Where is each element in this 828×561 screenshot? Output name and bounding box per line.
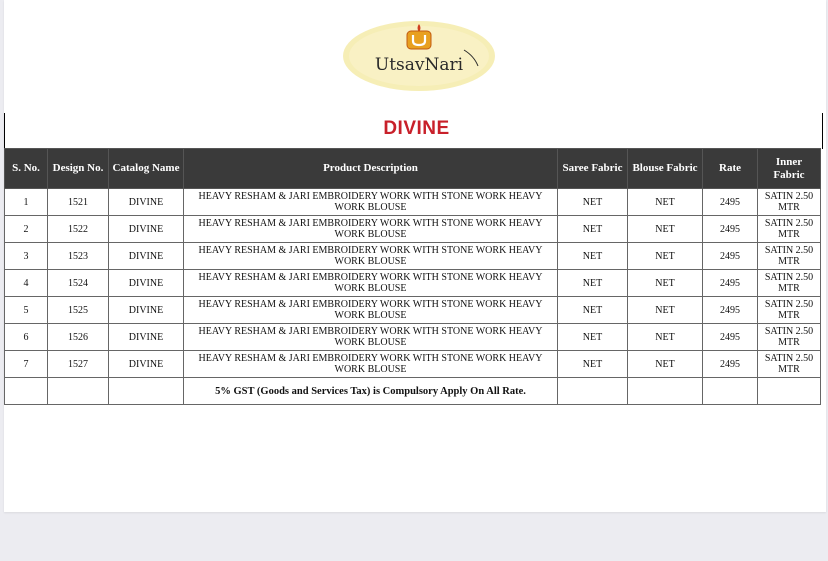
- cell-product-description: HEAVY RESHAM & JARI EMBROIDERY WORK WITH STONE WORK HEAVY WORK BLOUSE: [184, 243, 558, 270]
- cell-saree-fabric: NET: [558, 243, 628, 270]
- cell-saree-fabric: NET: [558, 324, 628, 351]
- cell-catalog-name: DIVINE: [109, 324, 184, 351]
- cell-design-no: 1525: [48, 297, 109, 324]
- cell-rate: 2495: [703, 351, 758, 378]
- cell-blouse-fabric: NET: [628, 297, 703, 324]
- cell-inner-fabric: SATIN 2.50 MTR: [758, 243, 821, 270]
- cell-blouse-fabric: NET: [628, 189, 703, 216]
- table-header-row: [5, 149, 821, 189]
- catalog-title: DIVINE: [383, 118, 450, 139]
- table-row: [5, 243, 821, 270]
- cell-catalog-name: DIVINE: [109, 189, 184, 216]
- cell-rate: 2495: [703, 216, 758, 243]
- cell-catalog-name: DIVINE: [109, 270, 184, 297]
- cell-sno: 6: [5, 324, 48, 351]
- cell-blouse-fabric: NET: [628, 324, 703, 351]
- cell-rate: 2495: [703, 270, 758, 297]
- cell-catalog-name: DIVINE: [109, 216, 184, 243]
- cell-blouse-fabric: NET: [628, 216, 703, 243]
- cell-product-description: HEAVY RESHAM & JARI EMBROIDERY WORK WITH STONE WORK HEAVY WORK BLOUSE: [184, 216, 558, 243]
- cell-rate: 2495: [703, 324, 758, 351]
- cell-design-no: 1524: [48, 270, 109, 297]
- header-rate: Rate: [703, 149, 758, 189]
- cell-rate: 2495: [703, 297, 758, 324]
- cell-sno: 3: [5, 243, 48, 270]
- cell-sno: 7: [5, 351, 48, 378]
- product-table: [4, 148, 821, 405]
- cell-catalog-name: DIVINE: [109, 351, 184, 378]
- cell-saree-fabric: NET: [558, 216, 628, 243]
- cell-blouse-fabric: NET: [628, 351, 703, 378]
- cell-sno: 2: [5, 216, 48, 243]
- cell-catalog-name: DIVINE: [109, 297, 184, 324]
- cell-design-no: 1521: [48, 189, 109, 216]
- empty-cell: [5, 378, 48, 405]
- frame-left-rule: [4, 113, 5, 149]
- gst-note: 5% GST (Goods and Services Tax) is Compulsory Apply On All Rate.: [184, 378, 558, 405]
- header-inner-fabric: Inner Fabric: [758, 149, 821, 189]
- cell-inner-fabric: SATIN 2.50 MTR: [758, 216, 821, 243]
- table-row: [5, 324, 821, 351]
- table-row: [5, 216, 821, 243]
- cell-design-no: 1527: [48, 351, 109, 378]
- table-row: [5, 297, 821, 324]
- header-product-description: Product Description: [184, 149, 558, 189]
- cell-rate: 2495: [703, 189, 758, 216]
- cell-product-description: HEAVY RESHAM & JARI EMBROIDERY WORK WITH STONE WORK HEAVY WORK BLOUSE: [184, 270, 558, 297]
- empty-cell: [628, 378, 703, 405]
- header-catalog-name: Catalog Name: [109, 149, 184, 189]
- empty-cell: [558, 378, 628, 405]
- cell-inner-fabric: SATIN 2.50 MTR: [758, 297, 821, 324]
- cell-product-description: HEAVY RESHAM & JARI EMBROIDERY WORK WITH STONE WORK HEAVY WORK BLOUSE: [184, 297, 558, 324]
- cell-inner-fabric: SATIN 2.50 MTR: [758, 189, 821, 216]
- header-saree-fabric: Saree Fabric: [558, 149, 628, 189]
- empty-cell: [758, 378, 821, 405]
- cell-sno: 5: [5, 297, 48, 324]
- cell-product-description: HEAVY RESHAM & JARI EMBROIDERY WORK WITH STONE WORK HEAVY WORK BLOUSE: [184, 189, 558, 216]
- cell-design-no: 1523: [48, 243, 109, 270]
- svg-text:UtsavNari: UtsavNari: [374, 55, 464, 75]
- cell-inner-fabric: SATIN 2.50 MTR: [758, 270, 821, 297]
- cell-inner-fabric: SATIN 2.50 MTR: [758, 351, 821, 378]
- cell-rate: 2495: [703, 243, 758, 270]
- cell-catalog-name: DIVINE: [109, 243, 184, 270]
- cell-product-description: HEAVY RESHAM & JARI EMBROIDERY WORK WITH STONE WORK HEAVY WORK BLOUSE: [184, 324, 558, 351]
- cell-saree-fabric: NET: [558, 189, 628, 216]
- empty-cell: [48, 378, 109, 405]
- cell-blouse-fabric: NET: [628, 270, 703, 297]
- cell-blouse-fabric: NET: [628, 243, 703, 270]
- cell-saree-fabric: NET: [558, 351, 628, 378]
- cell-design-no: 1526: [48, 324, 109, 351]
- table-row: [5, 351, 821, 378]
- table-row: [5, 189, 821, 216]
- cell-sno: 4: [5, 270, 48, 297]
- header-design-no: Design No.: [48, 149, 109, 189]
- header-blouse-fabric: Blouse Fabric: [628, 149, 703, 189]
- cell-saree-fabric: NET: [558, 297, 628, 324]
- cell-inner-fabric: SATIN 2.50 MTR: [758, 324, 821, 351]
- cell-design-no: 1522: [48, 216, 109, 243]
- utsav-nari-logo: [342, 20, 496, 92]
- cell-saree-fabric: NET: [558, 270, 628, 297]
- header-sno: S. No.: [5, 149, 48, 189]
- cell-sno: 1: [5, 189, 48, 216]
- catalog-sheet: [4, 0, 826, 512]
- empty-cell: [703, 378, 758, 405]
- gst-note-row: [5, 378, 821, 405]
- cell-product-description: HEAVY RESHAM & JARI EMBROIDERY WORK WITH STONE WORK HEAVY WORK BLOUSE: [184, 351, 558, 378]
- table-row: [5, 270, 821, 297]
- empty-cell: [109, 378, 184, 405]
